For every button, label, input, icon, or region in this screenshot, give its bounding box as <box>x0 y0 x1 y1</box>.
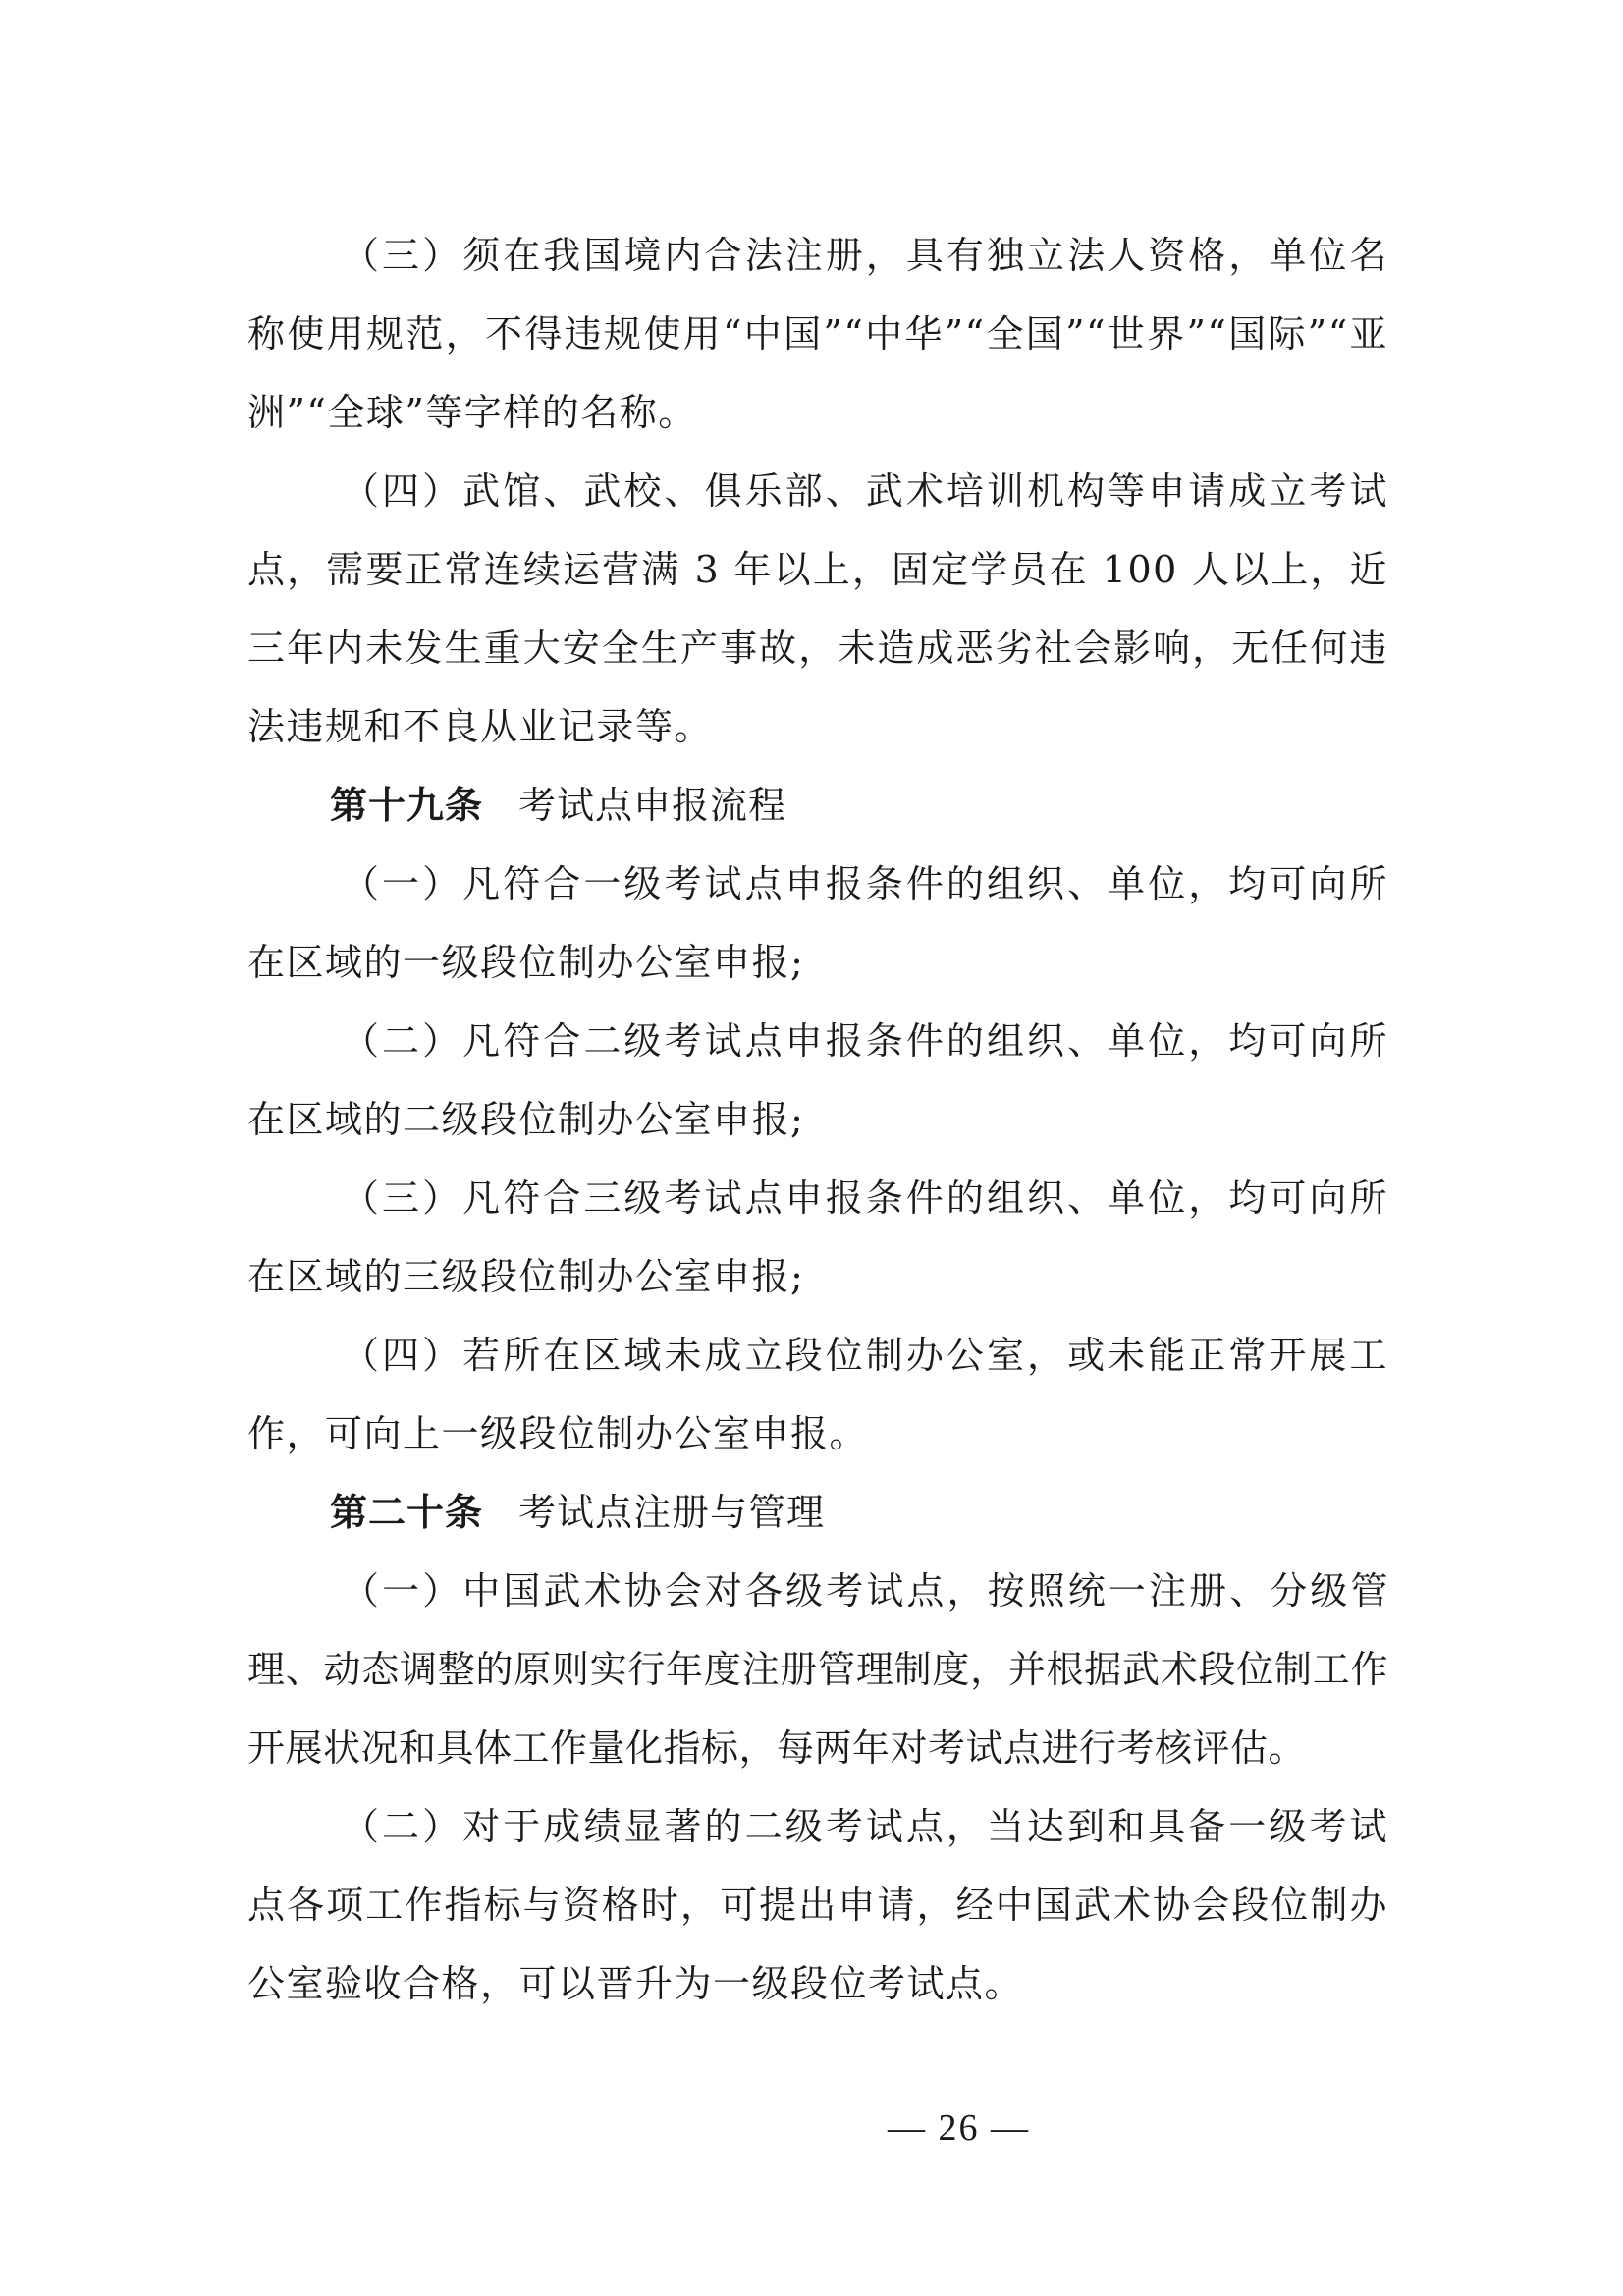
article-20-item-1: （一）中国武术协会对各级考试点，按照统一注册、分级管理、动态调整的原则实行年度注册管理制度，并根据武术段位制工作开展状况和具体工作量化指标，每两年对考试点进行考核评估。 <box>247 1569 1388 1770</box>
article-20-heading <box>247 1473 1388 1552</box>
paragraph-item-3: （三）须在我国境内合法注册，具有独立法人资格，单位名称使用规范，不得违规使用“中国”“中华”“全国”“世界”“国际”“亚洲”“全球”等字样的名称。 <box>247 234 1388 434</box>
article-19-item-3: （三）凡符合三级考试点申报条件的组织、单位，均可向所在区域的三级段位制办公室申报; <box>247 1176 1388 1298</box>
article-19-title: 考试点申报流程 <box>518 784 787 827</box>
article-19-number: 第十九条 <box>330 784 484 827</box>
document-body <box>247 216 1388 2023</box>
article-20-item-2: （二）对于成绩显著的二级考试点，当达到和具备一级考试点各项工作指标与资格时，可提出申请，经中国武术协会段位制办公室验收合格，可以晋升为一级段位考试点。 <box>247 1805 1388 2005</box>
article-20-number: 第二十条 <box>330 1491 484 1534</box>
article-19-item-1: （一）凡符合一级考试点申报条件的组织、单位，均可向所在区域的一级段位制办公室申报; <box>247 862 1388 984</box>
article-20-title: 考试点注册与管理 <box>518 1491 826 1534</box>
article-19-item-4: （四）若所在区域未成立段位制办公室，或未能正常开展工作，可向上一级段位制办公室申报。 <box>247 1334 1388 1455</box>
article-19-heading <box>247 766 1388 845</box>
page-number: — 26 — <box>888 2107 1030 2149</box>
article-19-item-2: （二）凡符合二级考试点申报条件的组织、单位，均可向所在区域的二级段位制办公室申报; <box>247 1019 1388 1141</box>
paragraph-item-4: （四）武馆、武校、俱乐部、武术培训机构等申请成立考试点，需要正常连续运营满 3 年以上，固定学员在 100 人以上，近三年内未发生重大安全生产事故，未造成恶劣社会影响，无任何违法违规和不良从业记录等。 <box>247 469 1388 748</box>
